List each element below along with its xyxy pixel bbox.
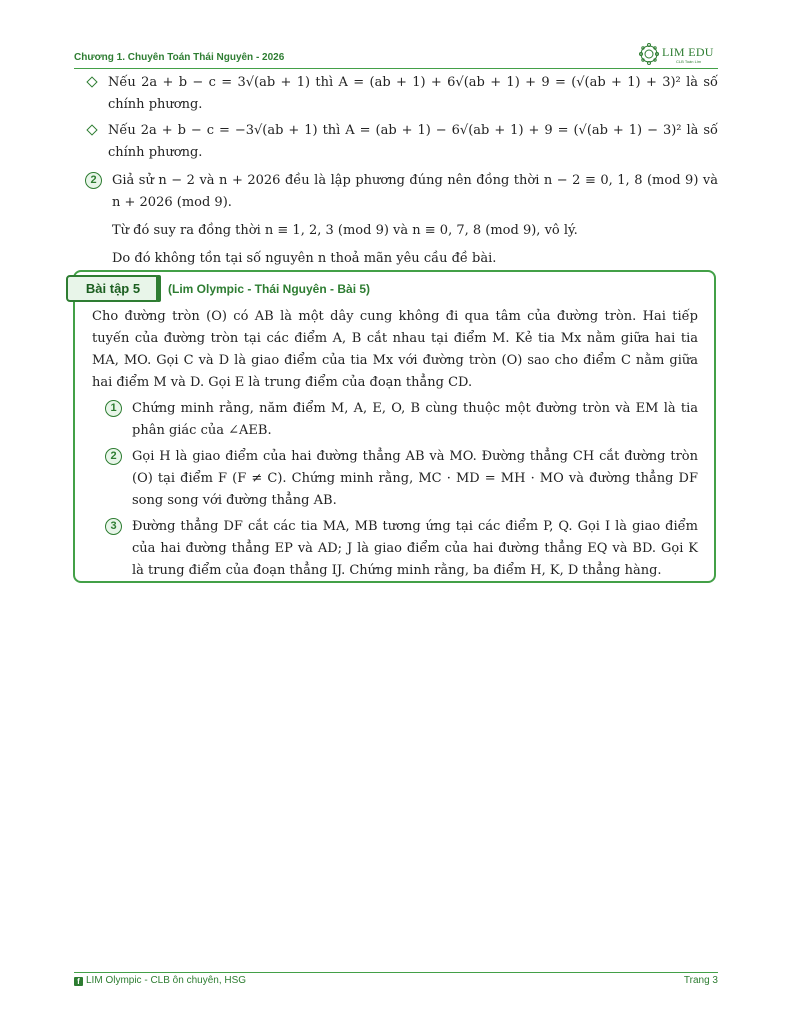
number-badge: 2 [85,172,102,189]
page-number: Trang 3 [683,975,718,986]
lotus-logo-icon [638,42,660,66]
number-badge: 3 [105,518,122,535]
page-header [74,46,718,70]
exercise-label: Bài tập 5 [66,275,160,302]
exercise-item [92,398,698,442]
footer-link[interactable] [74,975,246,986]
exercise-item-text: Gọi H là giao điểm của hai đường thẳng AB và MO. Đường thẳng CH cắt đường tròn (O) tại điểm F (F ≠ C). Chứng minh rằng, MC · MD = MH · MO và đường thẳng DF song song với đường thẳng AB. [132,449,698,508]
number-badge: 2 [105,448,122,465]
logo-subtext: CLB Toán Lim [676,59,702,64]
proof-part-2 [74,170,718,214]
lim-edu-logo [638,42,718,68]
exercise-body [92,306,698,582]
diamond-bullet-icon [86,76,97,87]
header-divider [74,68,718,69]
proof-case-1 [74,72,718,116]
exercise-label-accent [156,275,161,302]
proof-case-2 [74,120,718,164]
exercise-item-text: Đường thẳng DF cắt các tia MA, MB tương ứng tại các điểm P, Q. Gọi I là giao điểm của hai đường thẳng EP và AD; J là giao điểm của hai đường thẳng EQ và BD. Gọi K là trung điểm của đoạn thẳng IJ. Chứng minh rằng, ba điểm H, K, D thẳng hàng. [132,519,698,578]
exercise-source: (Lim Olympic - Thái Nguyên - Bài 5) [168,282,371,296]
proof-line-2: Từ đó suy ra đồng thời n ≡ 1, 2, 3 (mod 9) và n ≡ 0, 7, 8 (mod 9), vô lý. [112,223,578,238]
footer-text: LIM Olympic - CLB ôn chuyên, HSG [86,975,247,986]
facebook-icon: f [74,977,83,986]
exercise-item [92,446,698,512]
footer-divider [74,972,718,973]
exercise-intro: Cho đường tròn (O) có AB là một dây cung không đi qua tâm của đường tròn. Hai tiếp tuyến của đường tròn tại các điểm A, B cắt nhau tại điểm M. Kẻ tia Mx nằm giữa hai tia MA, MO. Gọi C và D là giao điểm của tia Mx với đường tròn (O) sao cho điểm C nằm giữa hai điểm M và D. Gọi E là trung điểm của đoạn thẳng CD. [92,309,698,390]
number-badge: 1 [105,400,122,417]
logo-text: LIM EDU [662,45,714,59]
proof-line-3: Do đó không tồn tại số nguyên n thoả mãn yêu cầu đề bài. [112,251,497,266]
proof-case-1-text: Nếu 2a + b − c = 3√(ab + 1) thì A = (ab + 1) + 6√(ab + 1) + 9 = (√(ab + 1) + 3)² là số chính phương. [108,75,718,112]
exercise-item [92,516,698,582]
diamond-bullet-icon [86,124,97,135]
chapter-title: Chương 1. Chuyên Toán Thái Nguyên - 2026 [74,52,285,63]
proof-content [74,72,718,270]
exercise-item-text: Chứng minh rằng, năm điểm M, A, E, O, B cùng thuộc một đường tròn và EM là tia phân giác của ∠AEB. [132,401,698,438]
proof-part-2-text: Giả sử n − 2 và n + 2026 đều là lập phương đúng nên đồng thời n − 2 ≡ 0, 1, 8 (mod 9) và n + 2026 (mod 9). [112,173,718,210]
proof-case-2-text: Nếu 2a + b − c = −3√(ab + 1) thì A = (ab + 1) − 6√(ab + 1) + 9 = (√(ab + 1) − 3)² là số chính phương. [108,123,718,160]
